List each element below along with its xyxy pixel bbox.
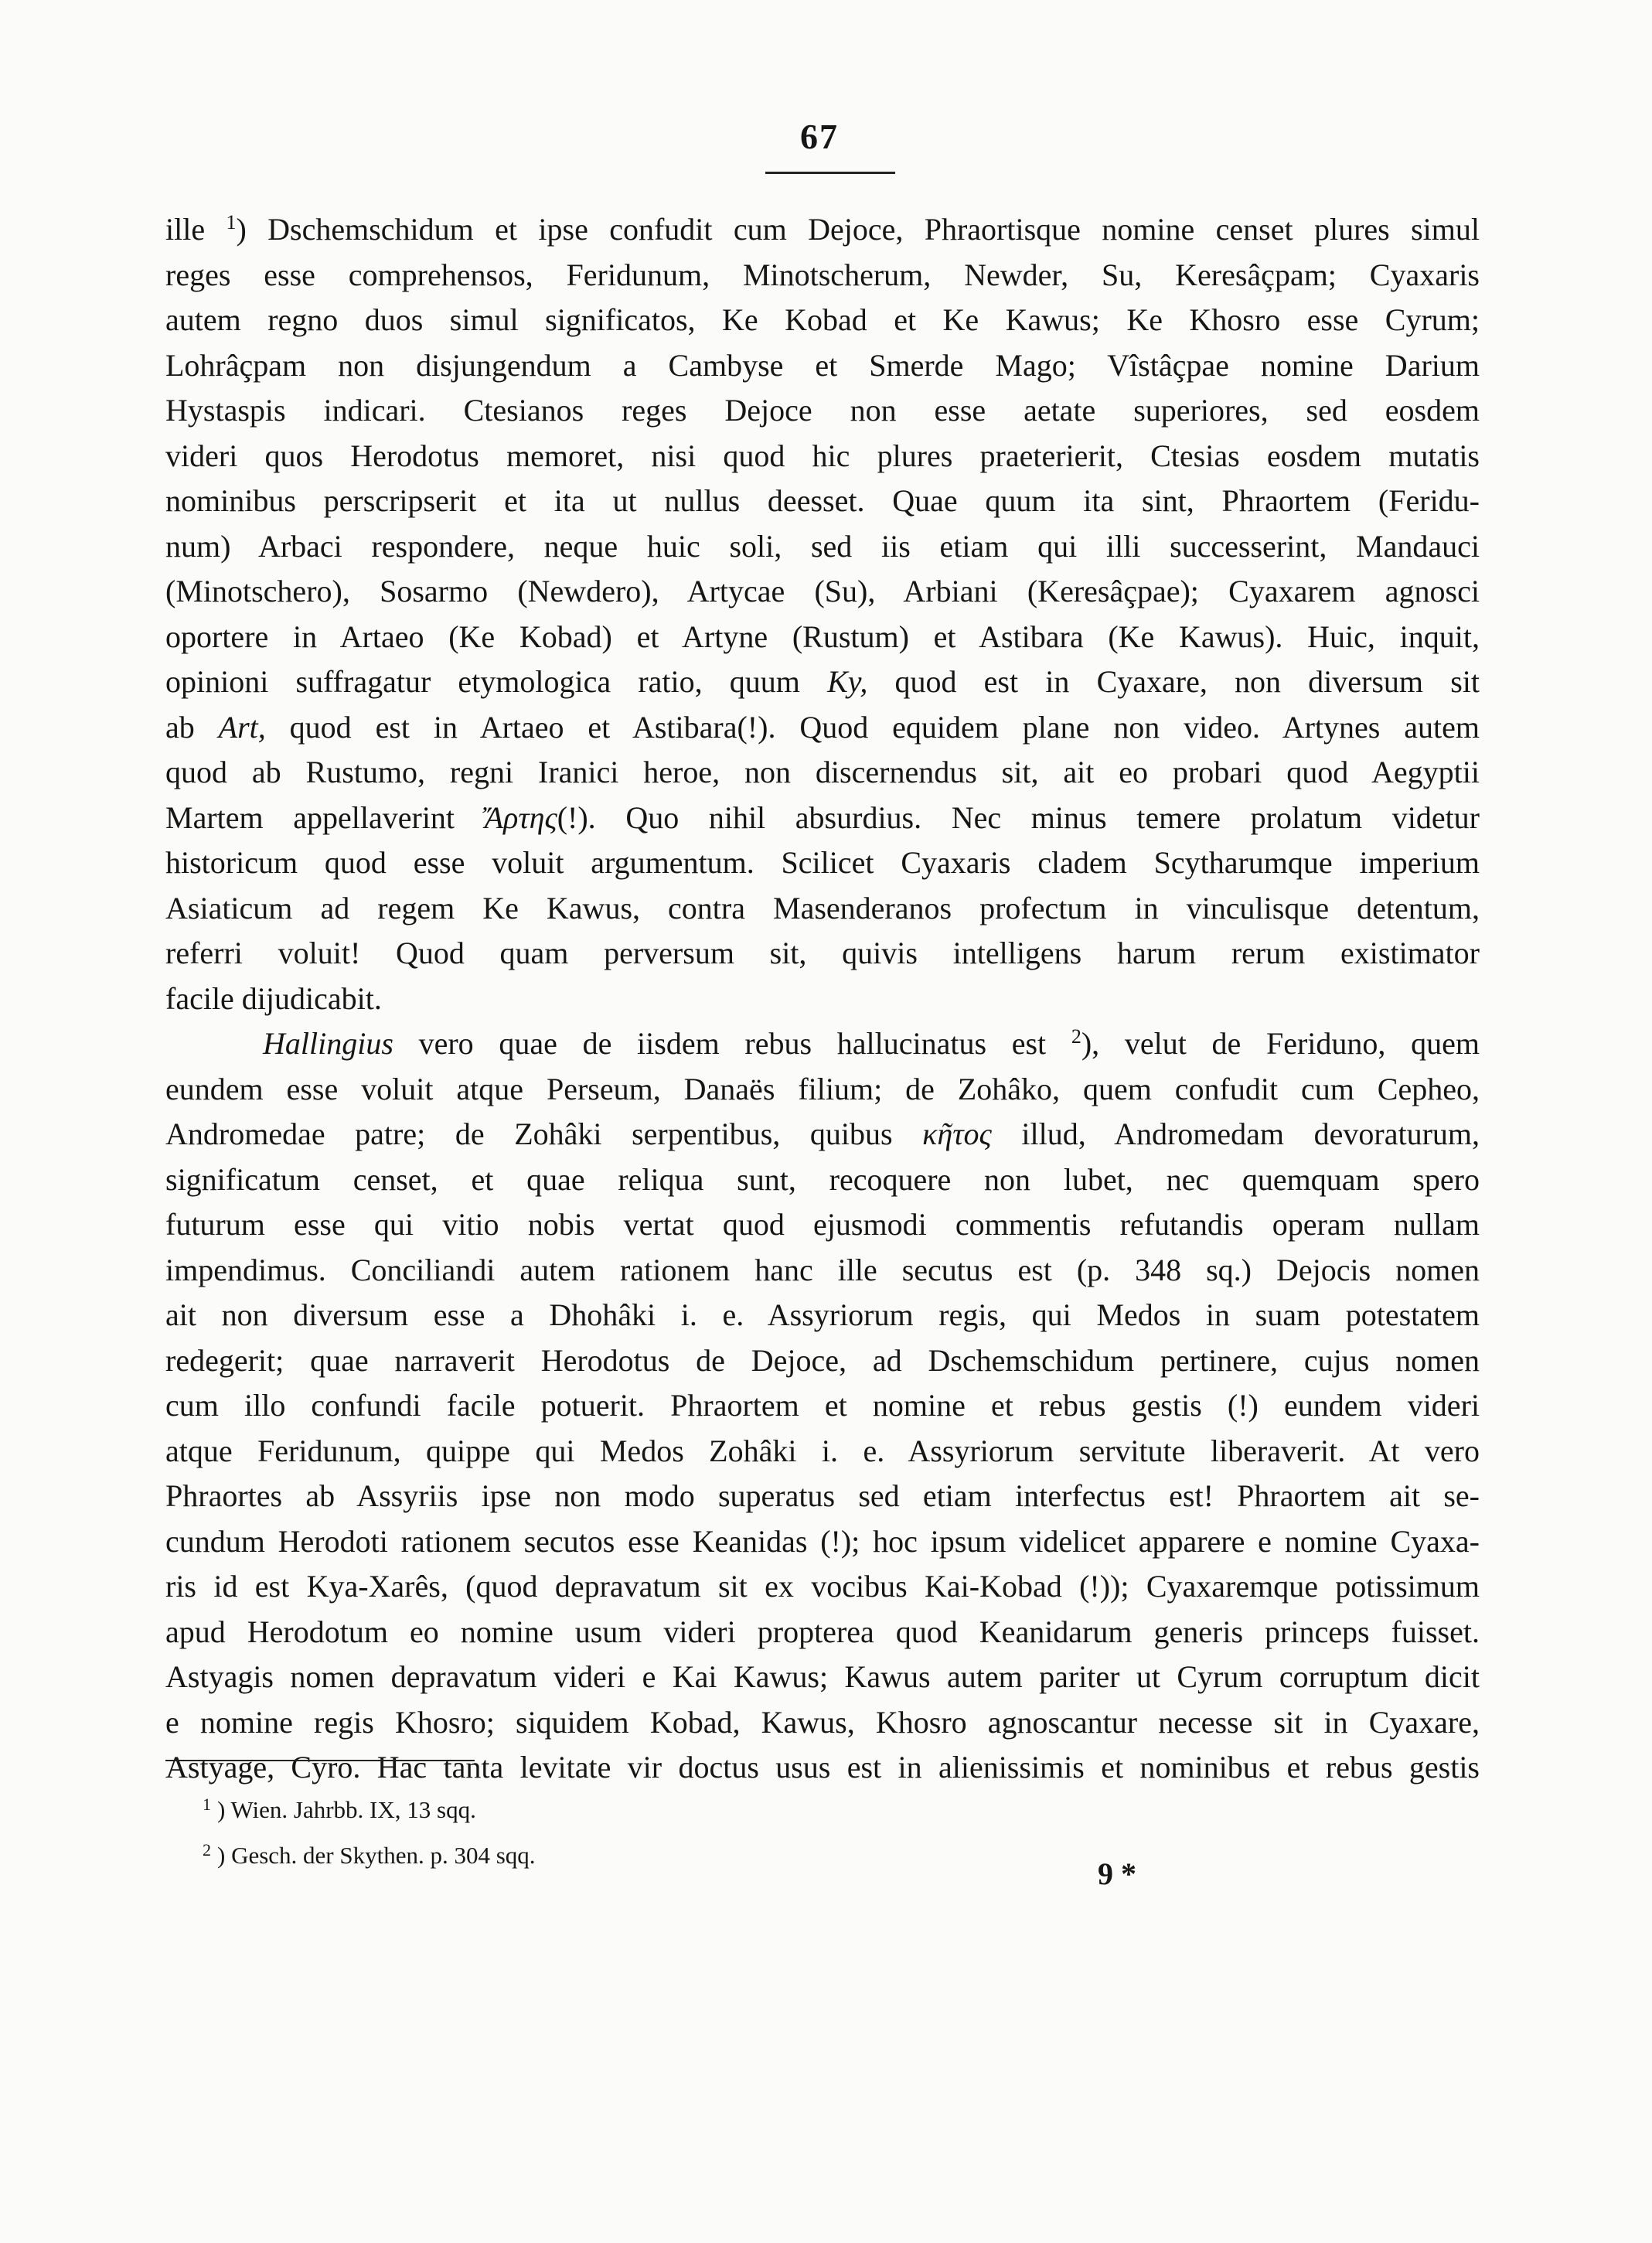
text-line bbox=[165, 886, 1480, 932]
italic-text: Hallingius bbox=[263, 1026, 393, 1061]
text-line bbox=[165, 298, 1480, 343]
text-line bbox=[165, 1474, 1480, 1519]
text-line bbox=[165, 1248, 1480, 1294]
text-segment: videri quos Herodotus memoret, nisi quod hic plures praeterierit, Ctesias eosdem mutatis bbox=[165, 438, 1480, 473]
footnote-rule bbox=[165, 1760, 475, 1761]
text-segment: cundum Herodoti rationem secutos esse Keanidas (!); hoc ipsum videlicet apparere e nomine Cyaxa- bbox=[165, 1523, 1480, 1559]
page-number: 67 bbox=[800, 117, 839, 156]
text-line bbox=[165, 388, 1480, 434]
text-line bbox=[165, 750, 1480, 796]
text-segment: illud, Andromedam devoraturum, bbox=[991, 1116, 1480, 1151]
text-line bbox=[165, 1112, 1480, 1157]
text-line bbox=[165, 1383, 1480, 1429]
text-segment: Lohrâçpam non disjungendum a Cambyse et Smerde Mago; Vîstâçpae nomine Darium bbox=[165, 347, 1480, 383]
footnote bbox=[203, 1785, 1130, 1830]
text-segment: Andromedae patre; de Zohâki serpentibus, quibus bbox=[165, 1116, 923, 1151]
text-segment: Hystaspis indicari. Ctesianos reges Dejoce non esse aetate superiores, sed eosdem bbox=[165, 393, 1480, 428]
text-segment: vero quae de iisdem rebus hallucinatus est bbox=[393, 1026, 1071, 1061]
text-segment: cum illo confundi facile potuerit. Phraortem et nomine et rebus gestis (!) eundem videri bbox=[165, 1388, 1480, 1423]
text-line bbox=[165, 840, 1480, 886]
footnote-text: ) Wien. Jahrbb. IX, 13 sqq. bbox=[217, 1796, 476, 1823]
text-segment: impendimus. Conciliandi autem rationem hanc ille secutus est (p. 348 sq.) Dejocis nomen bbox=[165, 1252, 1480, 1287]
text-line bbox=[165, 1745, 1480, 1791]
text-line bbox=[165, 1610, 1480, 1655]
footnote-reference: 1 bbox=[226, 211, 237, 234]
footnote-text: ) Gesch. der Skythen. p. 304 sqq. bbox=[217, 1842, 536, 1869]
text-segment: num) Arbaci respondere, neque huic soli, sed iis etiam qui illi successerint, Mandauci bbox=[165, 528, 1480, 564]
text-segment: opinioni suffragatur etymologica ratio, quum bbox=[165, 664, 828, 699]
italic-text: Art, bbox=[218, 709, 266, 745]
signature-mark: 9 * bbox=[1098, 1856, 1136, 1891]
footnote bbox=[203, 1830, 1130, 1876]
text-line bbox=[165, 207, 1480, 253]
text-line bbox=[165, 1067, 1480, 1113]
text-line bbox=[165, 1700, 1480, 1746]
text-segment: reges esse comprehensos, Feridunum, Minotscherum, Newder, Su, Keresâçpam; Cyaxaris bbox=[165, 257, 1480, 292]
italic-text: Ky, bbox=[827, 664, 868, 699]
text-line bbox=[165, 1338, 1480, 1384]
text-segment: oportere in Artaeo (Ke Kobad) et Artyne (Rustum) et Astibara (Ke Kawus). Huic, inquit, bbox=[165, 619, 1480, 654]
italic-text: κῆτος bbox=[922, 1116, 992, 1151]
text-segment: ait non diversum esse a Dhohâki i. e. Assyriorum regis, qui Medos in suam potestatem bbox=[165, 1297, 1480, 1332]
italic-text: Ἄρτης bbox=[484, 799, 557, 835]
text-segment: Martem appellaverint bbox=[165, 799, 485, 835]
text-line bbox=[165, 1202, 1480, 1248]
body-text bbox=[165, 207, 1480, 1791]
text-line bbox=[165, 1157, 1480, 1203]
text-segment: ), velut de Feriduno, quem bbox=[1081, 1026, 1480, 1061]
text-segment: historicum quod esse voluit argumentum. Scilicet Cyaxaris cladem Scytharumque imperium bbox=[165, 845, 1480, 880]
text-line bbox=[165, 977, 1480, 1022]
text-segment: Astyage, Cyro. Hac tanta levitate vir doctus usus est in alienissimis et nominibus et rebus gestis bbox=[165, 1750, 1480, 1785]
text-line bbox=[165, 479, 1480, 524]
text-line bbox=[165, 1429, 1480, 1474]
text-line bbox=[165, 705, 1480, 751]
text-segment: Astyagis nomen depravatum videri e Kai Kawus; Kawus autem pariter ut Cyrum corruptum dicit bbox=[165, 1659, 1480, 1694]
text-segment: ris id est Kya-Xarês, (quod depravatum sit ex vocibus Kai-Kobad (!)); Cyaxaremque potissimum bbox=[165, 1569, 1480, 1604]
text-segment: (Minotschero), Sosarmo (Newdero), Artycae (Su), Arbiani (Keresâçpae); Cyaxarem agnosci bbox=[165, 574, 1480, 608]
text-line bbox=[165, 1564, 1480, 1610]
text-segment: eundem esse voluit atque Perseum, Danaës filium; de Zohâko, quem confudit cum Cepheo, bbox=[165, 1071, 1480, 1106]
text-segment: e nomine regis Khosro; siquidem Kobad, Kawus, Khosro agnoscantur necesse sit in Cyaxare, bbox=[165, 1704, 1480, 1740]
text-segment: redegerit; quae narraverit Herodotus de Dejoce, ad Dschemschidum pertinere, cujus nomen bbox=[165, 1342, 1480, 1378]
text-line bbox=[165, 253, 1480, 298]
header-rule bbox=[765, 172, 895, 174]
text-segment: ab bbox=[165, 709, 219, 745]
text-segment: significatum censet, et quae reliqua sunt, recoquere non lubet, nec quemquam spero bbox=[165, 1161, 1480, 1197]
footnote-number: 2 bbox=[203, 1840, 211, 1860]
text-line bbox=[165, 1293, 1480, 1338]
text-line bbox=[165, 343, 1480, 389]
text-line bbox=[165, 796, 1480, 841]
text-segment: Phraortes ab Assyriis ipse non modo superatus sed etiam interfectus est! Phraortem ait se- bbox=[165, 1478, 1480, 1513]
text-segment: apud Herodotum eo nomine usum videri propterea quod Keanidarum generis princeps fuisset. bbox=[165, 1614, 1480, 1649]
text-line bbox=[165, 660, 1480, 705]
text-segment: Asiaticum ad regem Ke Kawus, contra Masenderanos profectum in vinculisque detentum, bbox=[165, 890, 1480, 925]
footnotes bbox=[203, 1785, 1130, 1876]
text-segment: nominibus perscripserit et ita ut nullus deesset. Quae quum ita sint, Phraortem (Feridu- bbox=[165, 483, 1480, 518]
text-line bbox=[165, 524, 1480, 570]
text-line bbox=[165, 1655, 1480, 1700]
text-segment: (!). Quo nihil absurdius. Nec minus temere prolatum videtur bbox=[557, 799, 1480, 835]
text-line bbox=[165, 1021, 1480, 1067]
footnote-number: 1 bbox=[203, 1795, 211, 1814]
text-segment: quod est in Artaeo et Astibara(!). Quod equidem plane non video. Artynes autem bbox=[265, 709, 1480, 745]
text-segment: ) Dschemschidum et ipse confudit cum Dejoce, Phraortisque nomine censet plures simul bbox=[236, 212, 1480, 247]
text-segment: futurum esse qui vitio nobis vertat quod ejusmodi commentis refutandis operam nullam bbox=[165, 1207, 1480, 1242]
text-segment: quod est in Cyaxare, non diversum sit bbox=[867, 664, 1480, 699]
text-segment: atque Feridunum, quippe qui Medos Zohâki i. e. Assyriorum servitute liberaverit. At vero bbox=[165, 1433, 1480, 1468]
text-line bbox=[165, 1519, 1480, 1565]
footnote-reference: 2 bbox=[1071, 1025, 1081, 1048]
text-line bbox=[165, 569, 1480, 615]
text-line bbox=[165, 931, 1480, 977]
text-segment: quod ab Rustumo, regni Iranici heroe, non discernendus sit, ait eo probari quod Aegyptii bbox=[165, 755, 1480, 789]
text-segment: autem regno duos simul significatos, Ke Kobad et Ke Kawus; Ke Khosro esse Cyrum; bbox=[165, 302, 1480, 337]
text-segment: facile dijudicabit. bbox=[165, 980, 382, 1016]
text-line bbox=[165, 615, 1480, 660]
text-segment: ille bbox=[165, 212, 227, 247]
text-line bbox=[165, 434, 1480, 479]
text-segment: referri voluit! Quod quam perversum sit, quivis intelligens harum rerum existimator bbox=[165, 936, 1480, 970]
